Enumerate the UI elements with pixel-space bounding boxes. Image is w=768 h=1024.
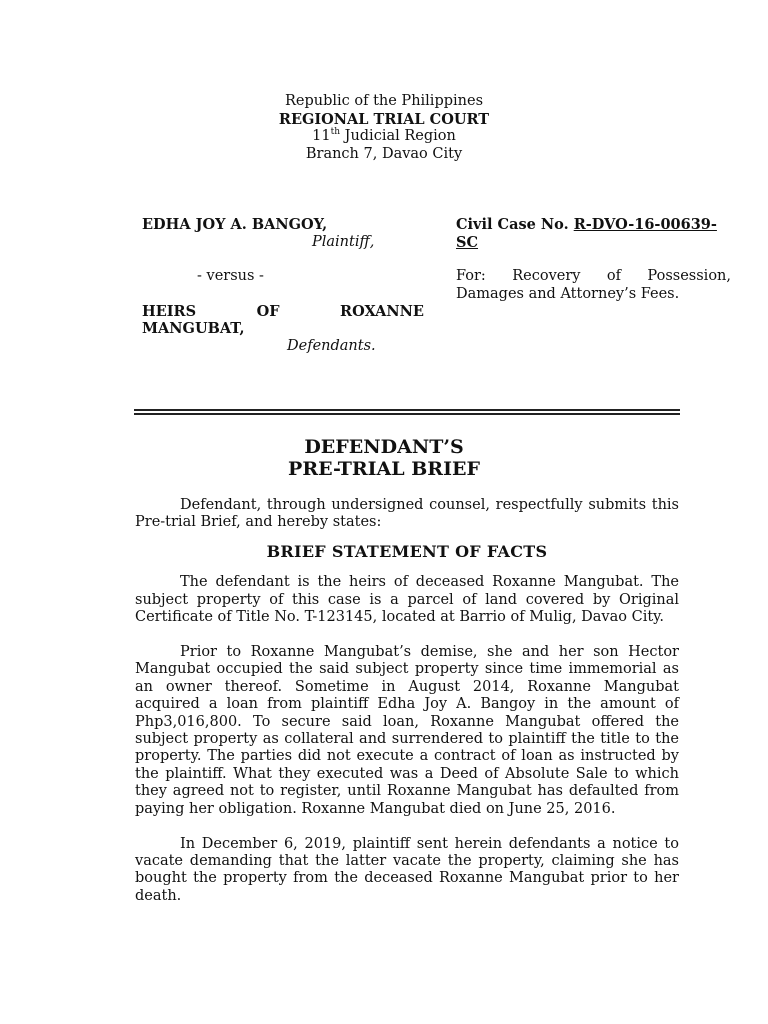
defendant-name-line2: MANGUBAT, bbox=[142, 320, 245, 337]
plaintiff-role: Plaintiff, bbox=[312, 233, 375, 250]
branch-line: Branch 7, Davao City bbox=[305, 145, 463, 162]
intro-paragraph: Defendant, through undersigned counsel, respectfully submits this Pre-trial Brief, and hereby states: bbox=[135, 497, 679, 531]
region-number: 11 bbox=[312, 128, 331, 144]
region-ordinal-suffix: th bbox=[330, 127, 341, 138]
facts-paragraph-2: Prior to Roxanne Mangubat’s demise, she and her son Hector Mangubat occupied the said subject property since time immemorial as an owner thereof. Sometime in August 2014, Roxanne Mangubat acquired a loan from plaintiff Edha Joy A. Bangoy in the amount of Php3,016,800. To secure said loan, Roxanne Mangubat offered the subject property as collateral and surrendered to plaintiff the title to the property. The parties did not execute a contract of loan as instructed by the plaintiff. What they executed was a Deed of Absolute Sale to which they agreed not to register, until Roxanne Mangubat has defaulted from paying her obligation. Roxanne Mangubat died on June 25, 2016. bbox=[135, 643, 679, 817]
court-name: REGIONAL TRIAL COURT bbox=[278, 110, 490, 128]
facts-paragraph-3: In December 6, 2019, plaintiff sent herein defendants a notice to vacate demanding that the latter vacate the property, claiming she has bought the property from the deceased Roxanne Mangubat prior to her death. bbox=[135, 835, 679, 904]
court-header bbox=[0, 93, 768, 163]
case-label: Civil Case No. bbox=[456, 216, 574, 233]
document-body bbox=[135, 497, 679, 905]
divider-rule-bottom bbox=[134, 413, 680, 415]
case-nature bbox=[456, 268, 731, 303]
title-line2: PRE-TRIAL BRIEF bbox=[288, 458, 480, 480]
case-caption-details bbox=[456, 216, 731, 303]
case-number-value: R-DVO-16-00639-SC bbox=[456, 216, 717, 251]
title-line1: DEFENDANT’S bbox=[304, 436, 464, 458]
judicial-region bbox=[0, 128, 768, 146]
facts-paragraph-1: The defendant is the heirs of deceased Roxanne Mangubat. The subject property of this case is a parcel of land covered by Original Certificate of Title No. T-123145, located at Barrio of Mulig, Davao City. bbox=[135, 574, 679, 626]
civil-case-number bbox=[456, 216, 731, 251]
versus-label: - versus - bbox=[197, 268, 264, 284]
section-heading-facts: BRIEF STATEMENT OF FACTS bbox=[266, 541, 548, 561]
republic-line: Republic of the Philippines bbox=[284, 93, 484, 109]
case-nature-line2: Damages and Attorney’s Fees. bbox=[456, 285, 680, 302]
plaintiff-name: EDHA JOY A. BANGOY, bbox=[142, 216, 328, 233]
region-text: Judicial Region bbox=[340, 128, 456, 144]
document-title bbox=[0, 436, 768, 480]
case-caption-parties bbox=[142, 216, 424, 355]
divider-rule-top bbox=[134, 409, 680, 411]
defendants-role: Defendants. bbox=[287, 337, 376, 354]
defendant-name-line1: HEIRS OF ROXANNE bbox=[142, 302, 424, 320]
caption-divider bbox=[134, 409, 680, 418]
case-nature-line1: For: Recovery of Possession, bbox=[456, 268, 731, 284]
